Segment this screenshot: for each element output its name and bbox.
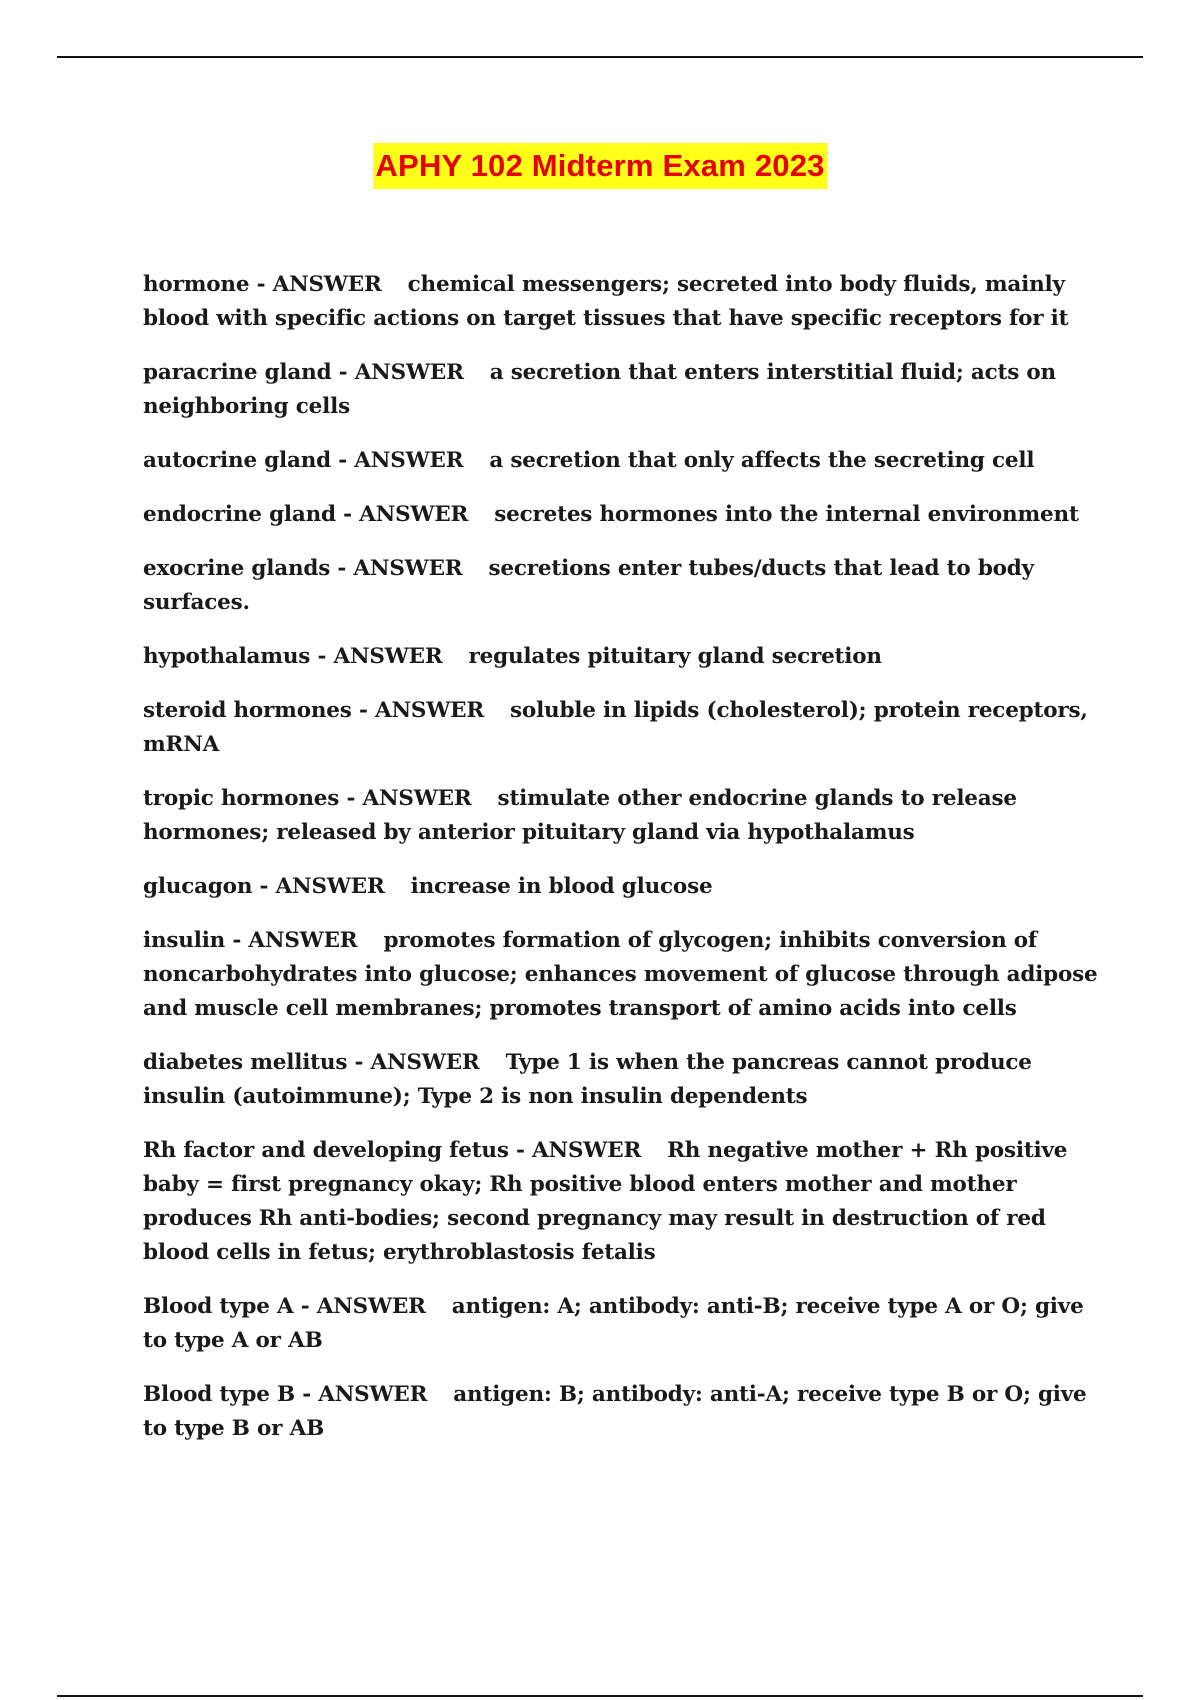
qa-term: Blood type A - ANSWER <box>143 1294 426 1319</box>
qa-answer: antigen: B; antibody: anti-A; receive type B or O; give to type B or AB <box>143 1382 1087 1441</box>
qa-term: hypothalamus - ANSWER <box>143 644 443 669</box>
qa-answer: secretes hormones into the internal environment <box>494 502 1079 527</box>
qa-entry <box>143 870 1103 904</box>
qa-term: autocrine gland - ANSWER <box>143 448 464 473</box>
qa-term: diabetes mellitus - ANSWER <box>143 1050 480 1075</box>
qa-term: tropic hormones - ANSWER <box>143 786 472 811</box>
qa-entry <box>143 552 1103 620</box>
qa-entry <box>143 498 1103 532</box>
qa-answer: secretions enter tubes/ducts that lead to body surfaces. <box>143 556 1034 615</box>
qa-answer: regulates pituitary gland secretion <box>468 644 882 669</box>
qa-term: Blood type B - ANSWER <box>143 1382 428 1407</box>
qa-answer: Rh negative mother + Rh positive baby = first pregnancy okay; Rh positive blood enters mother and mother produces Rh anti-bodies; second pregnancy may result in destruction of red blood cells in fetus; erythroblastosis fetalis <box>143 1138 1068 1265</box>
qa-entry <box>143 694 1103 762</box>
qa-answer: increase in blood glucose <box>410 874 713 899</box>
qa-term: Rh factor and developing fetus - ANSWER <box>143 1138 642 1163</box>
qa-answer: Type 1 is when the pancreas cannot produce insulin (autoimmune); Type 2 is non insulin dependents <box>143 1050 1032 1109</box>
qa-term: exocrine glands - ANSWER <box>143 556 463 581</box>
qa-entry <box>143 1378 1103 1446</box>
qa-answer: chemical messengers; secreted into body fluids, mainly blood with specific actions on target tissues that have specific receptors for it <box>143 272 1069 331</box>
bottom-rule <box>57 1695 1143 1697</box>
top-rule <box>57 56 1143 58</box>
qa-answer: promotes formation of glycogen; inhibits conversion of noncarbohydrates into glucose; enhances movement of glucose through adipose and muscle cell membranes; promotes transport of amino acids into cells <box>143 928 1098 1021</box>
qa-entry <box>143 1046 1103 1114</box>
qa-answer: soluble in lipids (cholesterol); protein receptors, mRNA <box>143 698 1088 757</box>
qa-entry <box>143 1290 1103 1358</box>
qa-answer: antigen: A; antibody: anti-B; receive type A or O; give to type A or AB <box>143 1294 1084 1353</box>
qa-answer: a secretion that only affects the secreting cell <box>489 448 1035 473</box>
qa-entry <box>143 444 1103 478</box>
qa-answer: a secretion that enters interstitial fluid; acts on neighboring cells <box>143 360 1056 419</box>
title-container <box>0 143 1200 189</box>
qa-term: hormone - ANSWER <box>143 272 382 297</box>
qa-answer: stimulate other endocrine glands to release hormones; released by anterior pituitary gland via hypothalamus <box>143 786 1017 845</box>
qa-term: steroid hormones - ANSWER <box>143 698 485 723</box>
qa-term: glucagon - ANSWER <box>143 874 385 899</box>
qa-entry <box>143 640 1103 674</box>
qa-entry <box>143 356 1103 424</box>
qa-entry <box>143 924 1103 1026</box>
qa-term: paracrine gland - ANSWER <box>143 360 464 385</box>
qa-term: insulin - ANSWER <box>143 928 358 953</box>
qa-entry <box>143 1134 1103 1270</box>
qa-list <box>143 268 1103 1466</box>
document-title: APHY 102 Midterm Exam 2023 <box>373 143 826 189</box>
qa-entry <box>143 268 1103 336</box>
qa-entry <box>143 782 1103 850</box>
qa-term: endocrine gland - ANSWER <box>143 502 469 527</box>
